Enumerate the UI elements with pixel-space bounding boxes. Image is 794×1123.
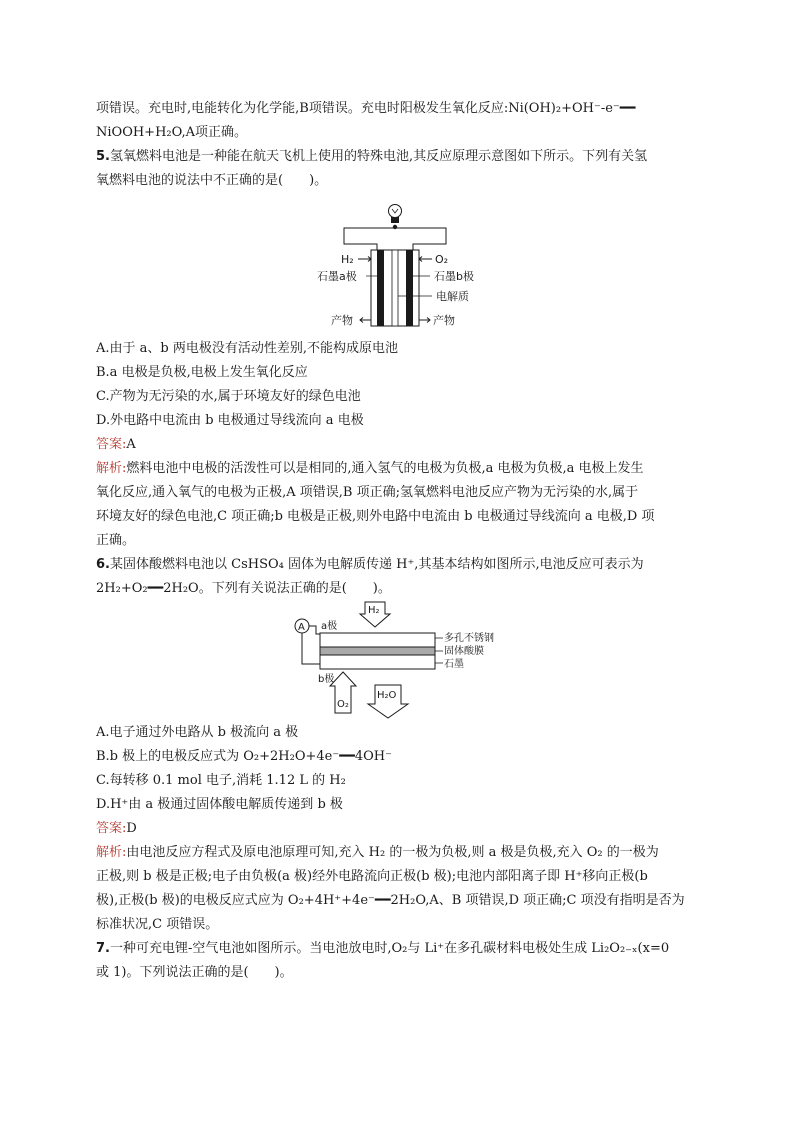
q6-layer3-label: 石墨: [444, 659, 464, 670]
q6-answer: [96, 819, 706, 839]
q6-answer-value: D: [126, 821, 137, 836]
q5-analysis-line-1: [96, 459, 706, 479]
q6-answer-label: 答案:: [96, 821, 127, 836]
q6-o2-label: O₂: [337, 699, 349, 710]
prev-analysis-line-2: NiOOH+H₂O,A项正确。: [96, 125, 248, 140]
q6-option-d: D.H⁺由 a 极通过固体酸电解质传递到 b 极: [96, 797, 343, 812]
q7-stem-text-1: 一种可充电锂-空气电池如图所示。当电池放电时,O₂与 Li⁺在多孔碳材料电极处生成 Li₂O₂₋ₓ(x=0: [109, 941, 670, 956]
q6-number: 6.: [96, 557, 110, 572]
q5-o2-label: O₂: [435, 253, 449, 266]
q6-option-c: C.每转移 0.1 mol 电子,消耗 1.12 L 的 H₂: [96, 773, 346, 788]
q7-stem-line-1: [96, 939, 706, 959]
q6-electrode-b-label: b极: [318, 674, 335, 685]
q6-solid-acid-cell-diagram: [288, 600, 494, 720]
q6-analysis-line-4: 标准状况,C 项错误。: [96, 917, 219, 932]
q5-option-d: D.外电路中电流由 b 电极通过导线流向 a 电极: [96, 413, 364, 428]
external-circuit-wire: [344, 228, 446, 251]
q5-number: 5.: [96, 149, 110, 164]
q6-electrode-a-label: a极: [321, 621, 338, 632]
q6-h2o-label: H₂O: [377, 690, 397, 701]
q6-layer1-label: 多孔不锈钢: [444, 633, 494, 644]
q5-analysis-line-2: 氧化反应,通入氧气的电极为正极,A 项错误,B 项正确;氢氧燃料电池反应产物为无污染的水,属于: [96, 485, 639, 500]
q6-analysis-line-3: 极),正极(b 极)的电极反应式应为 O₂+4H⁺+4e⁻━━2H₂O,A、B 项错误,D 项正确;C 项没有指明是否为: [96, 893, 685, 908]
q6-h2-label: H₂: [368, 605, 380, 616]
q5-stem-text-1: 氢氧燃料电池是一种能在航天飞机上使用的特殊电池,其反应原理示意图如下所示。下列有关氢: [109, 149, 648, 164]
q6-stem-line-2: 2H₂+O₂━━2H₂O。下列有关说法正确的是( )。: [96, 581, 391, 596]
graphite-layer: [320, 655, 435, 669]
q6-analysis-text-1: 由电池反应方程式及原电池原理可知,充入 H₂ 的一极为负极,则 a 极是负极,充入 O₂ 的一极为: [126, 845, 659, 860]
q5-stem-line-2: 氧燃料电池的说法中不正确的是( )。: [96, 173, 328, 188]
q6-option-a: A.电子通过外电路从 b 极流向 a 极: [96, 725, 299, 740]
q5-product-right-label: 产物: [433, 314, 455, 327]
q5-h2-label: H₂: [341, 253, 354, 266]
q5-stem-line-1: [96, 147, 706, 167]
prev-analysis-line-1: 项错误。充电时,电能转化为化学能,B项错误。充电时阳极发生氧化反应:Ni(OH)₂+OH⁻-e⁻━━: [96, 101, 636, 116]
q6-layer2-label: 固体酸膜: [444, 646, 484, 657]
q5-fuel-cell-diagram: [317, 198, 480, 333]
q5-product-left-label: 产物: [331, 314, 353, 327]
q7-stem-line-2: 或 1)。下列说法正确的是( )。: [96, 965, 293, 980]
q5-analysis-text-1: 燃料电池中电极的活泼性可以是相同的,通入氢气的电极为负极,a 电极为负极,a 电极上发生: [126, 461, 644, 476]
q6-ammeter-label: A: [298, 622, 305, 633]
electrode-a: [377, 250, 384, 326]
q6-option-b: B.b 极上的电极反应式为 O₂+2H₂O+4e⁻━━4OH⁻: [96, 749, 393, 764]
q5-answer: [96, 435, 706, 455]
h2-down-arrow: [360, 602, 390, 627]
q6-analysis-label: 解析:: [96, 845, 127, 860]
q5-option-b: B.a 电极是负极,电极上发生氧化反应: [96, 365, 308, 380]
q5-electrolyte-label: 电解质: [436, 290, 469, 303]
q5-analysis-line-3: 环境友好的绿色电池,C 项正确;b 电极是正极,则外电路中电流由 b 电极通过导线流向 a 电极,D 项: [96, 509, 655, 524]
q6-stem-text-1: 某固体酸燃料电池以 CsHSO₄ 固体为电解质传递 H⁺,其基本结构如图所示,电池反应可表示为: [109, 557, 644, 572]
h2o-down-arrow: [368, 685, 408, 718]
q5-analysis-label: 解析:: [96, 461, 127, 476]
q5-answer-value: A: [126, 437, 136, 452]
q6-stem-line-1: [96, 555, 706, 575]
q5-option-c: C.产物为无污染的水,属于环境友好的绿色电池: [96, 389, 361, 404]
q7-number: 7.: [96, 941, 110, 956]
electrode-b: [406, 250, 413, 326]
q5-analysis-line-4: 正确。: [96, 533, 136, 548]
q5-option-a: A.由于 a、b 两电极没有活动性差别,不能构成原电池: [96, 341, 398, 356]
q5-electrode-a-label: 石墨a极: [317, 270, 357, 283]
q5-electrode-b-label: 石墨b极: [434, 270, 474, 283]
electrolyte: [392, 250, 398, 326]
q5-answer-label: 答案:: [96, 437, 127, 452]
q6-analysis-line-2: 正极,则 b 极是正极;电子由负极(a 极)经外电路流向正极(b 极);电池内部阳离子即 H⁺移向正极(b: [96, 869, 648, 884]
q6-analysis-line-1: [96, 843, 706, 863]
solid-acid-membrane: [320, 647, 435, 655]
porous-steel-layer: [320, 633, 435, 647]
